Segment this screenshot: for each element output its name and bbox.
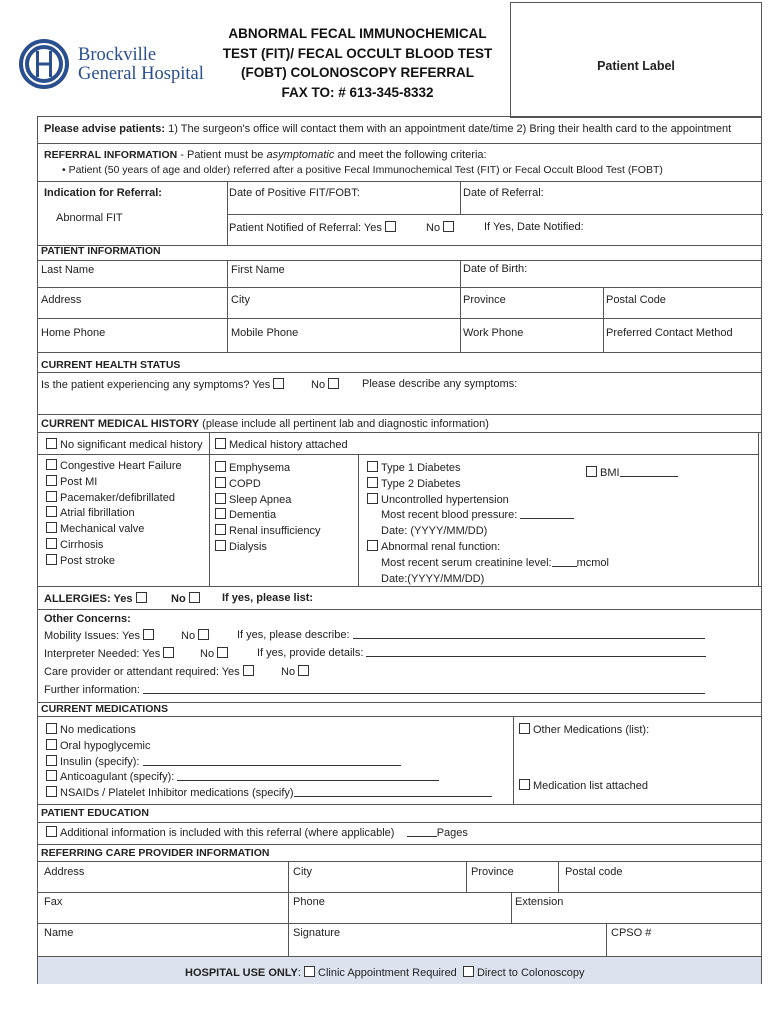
- medication-item: Oral hypoglycemic: [46, 739, 492, 755]
- condition-item: Pacemaker/defibrillated: [46, 491, 182, 507]
- medical-history-attached: Medical history attached: [215, 438, 348, 451]
- province-field[interactable]: Province: [463, 294, 506, 306]
- condition-checkbox[interactable]: [215, 508, 226, 519]
- date-notified[interactable]: If Yes, Date Notified:: [484, 221, 584, 233]
- interpreter-yes-checkbox[interactable]: [163, 647, 174, 658]
- type2-diabetes-checkbox[interactable]: [367, 477, 378, 488]
- conditions-column-3: [367, 461, 609, 587]
- condition-item: Emphysema: [215, 461, 321, 477]
- bmi-checkbox[interactable]: [586, 466, 597, 477]
- condition-item: Type 1 Diabetes: [367, 461, 609, 477]
- medication-list-checkbox[interactable]: [519, 779, 530, 790]
- direct-colonoscopy-checkbox[interactable]: [463, 966, 474, 977]
- date-positive-fit[interactable]: Date of Positive FIT/FOBT:: [229, 187, 360, 199]
- blood-pressure-field[interactable]: Most recent blood pressure:: [367, 508, 609, 524]
- notified-yes-checkbox[interactable]: [385, 221, 396, 232]
- other-concerns-heading: Other Concerns:: [44, 613, 131, 625]
- other-medications-checkbox[interactable]: [519, 723, 530, 734]
- form-title: [205, 24, 510, 102]
- provider-phone-field[interactable]: Phone: [293, 896, 325, 908]
- provider-city-field[interactable]: City: [293, 866, 312, 878]
- care-provider-yes-checkbox[interactable]: [243, 665, 254, 676]
- notified-no: No: [426, 221, 457, 234]
- logo-line-2: General Hospital: [78, 64, 204, 84]
- condition-item: Type 2 Diabetes: [367, 477, 609, 493]
- home-phone-field[interactable]: Home Phone: [41, 327, 106, 339]
- patient-info-heading: PATIENT INFORMATION: [41, 245, 161, 257]
- condition-checkbox[interactable]: [215, 493, 226, 504]
- symptoms-no-checkbox[interactable]: [328, 378, 339, 389]
- mobility-no-checkbox[interactable]: [198, 629, 209, 640]
- no-significant-history-checkbox[interactable]: [46, 438, 57, 449]
- education-item: Additional information is included with this referral (where applicable) Pages: [46, 826, 468, 839]
- medication-checkbox[interactable]: [46, 723, 57, 734]
- date-of-referral[interactable]: Date of Referral:: [463, 187, 544, 199]
- referral-form: [37, 116, 762, 984]
- type1-diabetes-checkbox[interactable]: [367, 461, 378, 472]
- provider-extension-field[interactable]: Extension: [515, 896, 564, 908]
- medication-item: Anticoagulant (specify):: [46, 770, 492, 786]
- condition-item: Atrial fibrillation: [46, 506, 182, 522]
- creatinine-field[interactable]: Most recent serum creatinine level: mcmol: [381, 556, 609, 569]
- condition-item: Cirrhosis: [46, 538, 182, 554]
- allergies-no: No: [171, 592, 203, 605]
- fax-number: FAX TO: # 613-345-8332: [281, 84, 434, 100]
- medication-list-attached: Medication list attached: [519, 779, 648, 792]
- interpreter-row: Interpreter Needed: Yes: [44, 647, 177, 660]
- health-status-heading: CURRENT HEALTH STATUS: [41, 359, 181, 371]
- provider-heading: REFERRING CARE PROVIDER INFORMATION: [41, 847, 270, 859]
- condition-checkbox[interactable]: [215, 524, 226, 535]
- symptoms-question: Is the patient experiencing any symptoms? Yes: [41, 378, 287, 391]
- provider-fax-field[interactable]: Fax: [44, 896, 63, 908]
- conditions-column-1: [46, 459, 182, 570]
- allergies-list-field[interactable]: If yes, please list:: [222, 592, 314, 604]
- condition-item: Sleep Apnea: [215, 493, 321, 509]
- patient-label-box[interactable]: [510, 2, 762, 118]
- allergies-row: ALLERGIES: Yes: [44, 592, 150, 605]
- title-line-2: TEST (FIT)/ FECAL OCCULT BLOOD TEST: [222, 45, 493, 61]
- medications-list: [46, 723, 492, 802]
- hospital-seal-icon: [18, 38, 70, 90]
- indication-value: Abnormal FIT: [56, 212, 123, 224]
- logo-wordmark: [78, 46, 204, 84]
- renal-function-checkbox[interactable]: [367, 540, 378, 551]
- condition-item: Dialysis: [215, 540, 321, 556]
- bmi-field: BMI: [586, 466, 678, 479]
- creatinine-date-field[interactable]: Date:(YYYY/MM/DD): [381, 572, 485, 585]
- city-field[interactable]: City: [231, 294, 250, 306]
- medication-item: Insulin (specify):: [46, 755, 492, 771]
- condition-checkbox[interactable]: [46, 491, 57, 502]
- condition-item: Dementia: [215, 508, 321, 524]
- medication-item: No medications: [46, 723, 492, 739]
- hypertension-checkbox[interactable]: [367, 493, 378, 504]
- provider-signature-field[interactable]: Signature: [293, 927, 341, 939]
- condition-checkbox[interactable]: [215, 461, 226, 472]
- symptoms-description-field[interactable]: Please describe any symptoms:: [362, 378, 518, 390]
- mobility-describe-field[interactable]: If yes, please describe:: [237, 629, 705, 641]
- condition-item: Mechanical valve: [46, 522, 182, 538]
- care-provider-no: No: [281, 665, 312, 678]
- mobility-yes-checkbox[interactable]: [143, 629, 154, 640]
- bp-date-field[interactable]: Date: (YYYY/MM/DD): [381, 525, 488, 538]
- medication-checkbox[interactable]: [46, 770, 57, 781]
- condition-checkbox[interactable]: [46, 522, 57, 533]
- condition-item: Renal insufficiency: [215, 524, 321, 540]
- condition-checkbox[interactable]: [46, 506, 57, 517]
- no-significant-history: No significant medical history: [46, 438, 202, 451]
- hospital-logo: [18, 38, 223, 96]
- condition-item: COPD: [215, 477, 321, 493]
- provider-address-field[interactable]: Address: [44, 866, 85, 878]
- clinic-appointment-checkbox[interactable]: [304, 966, 315, 977]
- mobility-row: Mobility Issues: Yes: [44, 629, 157, 642]
- provider-name-field[interactable]: Name: [44, 927, 74, 939]
- title-line-3: (FOBT) COLONOSCOPY REFERRAL: [240, 65, 474, 80]
- notified-no-checkbox[interactable]: [443, 221, 454, 232]
- other-medications: Other Medications (list):: [519, 723, 649, 736]
- referral-info-header: REFERRAL INFORMATION - Patient must be asymptomatic and meet the following criteria:: [44, 149, 487, 161]
- condition-checkbox[interactable]: [215, 540, 226, 551]
- interpreter-no: No: [200, 647, 231, 660]
- condition-item: Uncontrolled hypertension: [367, 493, 609, 509]
- provider-province-field[interactable]: Province: [471, 866, 514, 878]
- medications-heading: CURRENT MEDICATIONS: [41, 703, 168, 715]
- patient-label-text: Patient Label: [597, 59, 675, 73]
- provider-postal-field[interactable]: Postal code: [565, 866, 623, 878]
- education-checkbox[interactable]: [46, 826, 57, 837]
- education-heading: PATIENT EDUCATION: [41, 807, 149, 819]
- care-provider-row: Care provider or attendant required: Yes: [44, 665, 257, 678]
- medication-checkbox[interactable]: [46, 739, 57, 750]
- interpreter-no-checkbox[interactable]: [217, 647, 228, 658]
- title-line-1: ABNORMAL FECAL IMMUNOCHEMICAL: [228, 26, 487, 41]
- interpreter-details-field[interactable]: If yes, provide details:: [257, 647, 706, 659]
- condition-checkbox[interactable]: [215, 477, 226, 488]
- conditions-column-2: [215, 461, 321, 556]
- condition-checkbox[interactable]: [46, 475, 57, 486]
- medication-checkbox[interactable]: [46, 755, 57, 766]
- hospital-use-band: [38, 956, 761, 984]
- medication-checkbox[interactable]: [46, 786, 57, 797]
- medication-item: NSAIDs / Platelet Inhibitor medications (specify): [46, 786, 492, 802]
- work-phone-field[interactable]: Work Phone: [463, 327, 524, 339]
- postal-code-field[interactable]: Postal Code: [606, 294, 666, 306]
- preferred-contact-field[interactable]: Preferred Contact Method: [606, 327, 733, 339]
- advise-patients: Please advise patients: 1) The surgeon's office will contact them with an appointment date/time 2) Bring their health card to the appointment: [44, 123, 732, 135]
- criteria-bullet: • Patient (50 years of age and older) referred after a positive Fecal Immunochemical Test (FIT) or Fecal Occult Blood Test (FOBT): [62, 164, 663, 176]
- condition-checkbox[interactable]: [46, 459, 57, 470]
- allergies-yes-checkbox[interactable]: [136, 592, 147, 603]
- indication-label: Indication for Referral:: [44, 187, 162, 199]
- symptoms-yes-checkbox[interactable]: [273, 378, 284, 389]
- condition-item: Abnormal renal function:: [367, 540, 609, 556]
- patient-notified-row: Patient Notified of Referral: Yes: [229, 221, 399, 234]
- allergies-no-checkbox[interactable]: [189, 592, 200, 603]
- condition-item: Post MI: [46, 475, 182, 491]
- condition-checkbox[interactable]: [46, 554, 57, 565]
- condition-item: Congestive Heart Failure: [46, 459, 182, 475]
- date-of-birth-field[interactable]: Date of Birth:: [463, 263, 528, 275]
- further-info-field[interactable]: Further information:: [44, 684, 705, 696]
- medical-history-header: CURRENT MEDICAL HISTORY (please include all pertinent lab and diagnostic information): [41, 418, 489, 430]
- first-name-field[interactable]: First Name: [231, 264, 285, 276]
- mobility-no: No: [181, 629, 212, 642]
- logo-line-1: Brockville: [78, 45, 157, 65]
- address-field[interactable]: Address: [41, 294, 82, 306]
- mobile-phone-field[interactable]: Mobile Phone: [231, 327, 299, 339]
- condition-item: Post stroke: [46, 554, 182, 570]
- hospital-use-row: HOSPITAL USE ONLY: Clinic Appointment Required Direct to Colonoscopy: [185, 967, 585, 979]
- history-attached-checkbox[interactable]: [215, 438, 226, 449]
- care-provider-no-checkbox[interactable]: [298, 665, 309, 676]
- provider-cpso-field[interactable]: CPSO #: [611, 927, 652, 939]
- condition-checkbox[interactable]: [46, 538, 57, 549]
- symptoms-no: No: [311, 378, 342, 391]
- last-name-field[interactable]: Last Name: [41, 264, 95, 276]
